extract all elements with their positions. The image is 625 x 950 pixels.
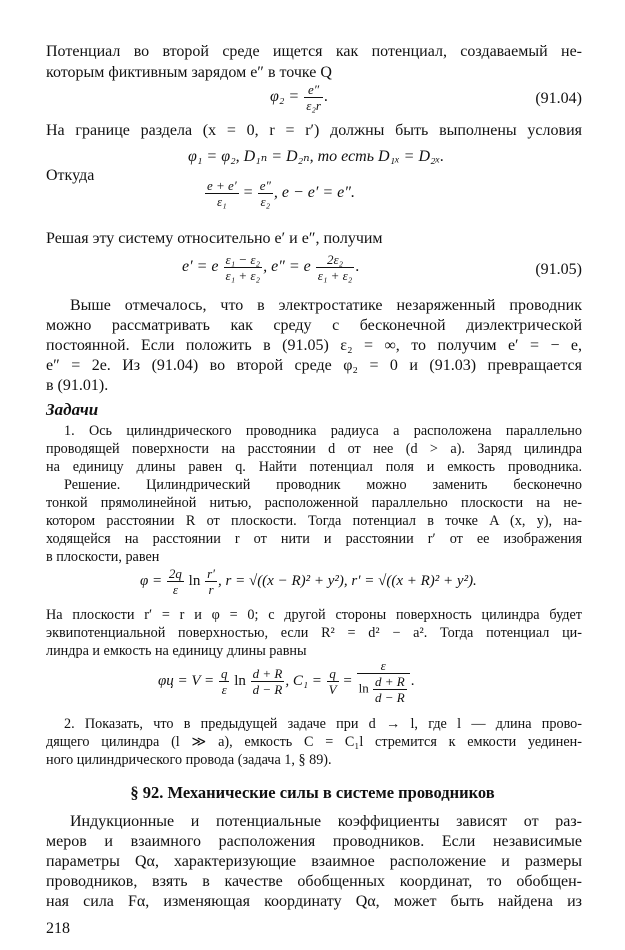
task1-line-6: котором расстоянии R от плоскости. Тогда потенциал в точке A (x, y), на- — [46, 513, 582, 529]
eq-denominator: d − R — [252, 682, 283, 697]
eq-numerator: r′ — [207, 566, 215, 581]
equation-number-91-05: (91.05) — [535, 261, 582, 278]
eq-denominator: ε₁ — [205, 193, 239, 209]
equation-number-91-04: (91.04) — [535, 90, 582, 107]
boundary-conditions: φ₁ = φ₂, D₁ₙ = D₂ₙ, то есть D₁ₓ = D₂ₓ. — [188, 148, 445, 165]
eq-tail: . — [323, 88, 328, 106]
eq-tail: , e − e′ = e″. — [273, 184, 355, 202]
section-heading-tasks: Задачи — [46, 400, 99, 419]
eq-numerator: q — [220, 666, 228, 681]
eq-part-b: , r = √((x − R)² + y²), r′ = √((x + R)² + y²). — [218, 572, 477, 589]
eq-numerator: d + R — [252, 666, 283, 681]
equation-capacitance — [158, 658, 414, 705]
task1b-line-3: линдра и емкость на единицу длины равны — [46, 643, 307, 659]
eq-lhs: φ₂ = — [270, 88, 300, 106]
eq-ln: ln — [188, 572, 201, 589]
eq-fraction — [167, 566, 184, 597]
eq-numerator: q — [329, 666, 336, 681]
eq-ln: ln — [358, 680, 369, 696]
eq-part-a: φ = — [140, 572, 163, 589]
eq-fraction — [304, 82, 323, 113]
eq-numerator: 2q — [168, 566, 182, 581]
eq-numerator: e″ — [259, 178, 271, 193]
task2-line-3: ного цилиндрического провода (задача 1, § 89). — [46, 752, 332, 768]
solving-line: Решая эту систему относительно e′ и e″, получим — [46, 230, 383, 247]
para2-line-2: меров и взаимного расположения проводников. Если независимые — [46, 833, 582, 850]
eq-denominator: ε₂ — [258, 193, 273, 209]
eq-denominator: r — [205, 581, 217, 597]
eq-denominator — [357, 673, 410, 705]
para2-line-1: Индукционные и потенциальные коэффициенты зависят от раз- — [70, 813, 582, 830]
eq-numerator: d + R — [374, 674, 405, 689]
eq-fraction — [224, 252, 263, 283]
task2-line-1: 2. Показать, что в предыдущей задаче при d → l, где l — длина прово- — [64, 716, 582, 732]
equation-91-05 — [182, 252, 359, 283]
eq-equals: = — [343, 672, 352, 689]
eq-tail: . — [410, 672, 415, 689]
eq-fraction — [373, 674, 407, 705]
eq-fraction — [205, 178, 239, 209]
eq-denominator: ε₂r — [306, 98, 321, 113]
otkuda-word: Откуда — [46, 167, 95, 184]
para2-line-3: параметры Qα, характеризующие взаимное расположение и размеры — [46, 853, 582, 870]
task1-line-1: 1. Ось цилиндрического проводника радиуса a расположена параллельно — [64, 423, 582, 439]
para-line-4: e″ = 2e. Из (91.04) во второй среде φ₂ = 0 и (91.03) превращается — [46, 357, 582, 374]
task1-line-8: в плоскости, равен — [46, 549, 160, 565]
para-line-2: можно рассматривать как среду с бесконечной диэлектрической — [46, 317, 582, 334]
task1-line-3: на единицу длины равен q. Найти потенциал поля и емкость проводника. — [46, 459, 582, 475]
task1-line-5: тонкой прямолинейной нитью, расположенной параллельно плоскости на не- — [46, 495, 582, 511]
eq-denominator: d − R — [374, 690, 405, 705]
eq-tail: . — [355, 258, 360, 276]
task1-line-2: проводящей поверхности на расстоянии d от нее (d > a). Заряд цилиндра — [46, 441, 582, 457]
eq-numerator: ε₁ − ε₂ — [225, 252, 261, 267]
eq-denominator: ε₁ + ε₂ — [317, 268, 353, 283]
eq-ln: ln — [234, 672, 246, 689]
eq-fraction — [258, 178, 273, 209]
task1b-line-1: На плоскости r′ = r и φ = 0; с другой стороны поверхность цилиндра будет — [46, 607, 582, 623]
para2-line-4: проводников, взять в качестве обобщенных координат, то обобщен- — [46, 873, 582, 890]
task2-line-2: дящего цилиндра (l ≫ a), емкость C = C₁l стремится к емкости уединен- — [46, 734, 582, 750]
para-line-3: постоянной. Если положить в (91.05) ε₂ = ∞, то получим e′ = − e, — [46, 337, 582, 354]
eq-denominator: ε — [167, 581, 184, 597]
eq-part-b: , e″ = e — [263, 258, 311, 276]
task1b-line-2: эквипотенциальной поверхностью, если R² = d² − a². Тогда потенциал ци- — [46, 625, 582, 641]
eq-numerator: e″ — [307, 82, 320, 97]
eq-fraction — [251, 666, 285, 697]
eq-denominator: V — [328, 682, 337, 697]
eq-denominator: ε — [219, 681, 230, 697]
eq-fraction — [327, 666, 339, 697]
para2-line-5: ная сила Fα, изменяющая координату Qα, может быть найдена из — [46, 893, 582, 910]
eq-numerator: 2ε₂ — [326, 252, 344, 267]
section-title-92: § 92. Механические силы в системе проводников — [130, 783, 495, 802]
equation-91-04 — [270, 82, 328, 113]
intro-line-1: Потенциал во второй среде ищется как потенциал, создаваемый не- — [46, 43, 582, 60]
para-line-5: в (91.01). — [46, 377, 109, 394]
equation-potential — [140, 566, 477, 597]
page-number: 218 — [46, 920, 70, 937]
eq-fraction — [316, 252, 355, 283]
eq-part-b: , C₁ = — [285, 672, 322, 689]
equation-system — [204, 178, 355, 209]
boundary-line: На границе раздела (x = 0, r = r′) должны быть выполнены условия — [46, 122, 582, 139]
eq-fraction — [219, 666, 230, 697]
eq-equals: = — [243, 184, 253, 202]
task1-line-7: ходящейся на расстоянии r от нити и расстоянии r′ от ее изображения — [46, 531, 582, 547]
eq-fraction — [357, 658, 410, 705]
eq-numerator: e + e′ — [207, 178, 237, 193]
intro-line-2: которым фиктивным зарядом e″ в точке Q — [46, 64, 332, 81]
eq-denominator: ε₁ + ε₂ — [225, 268, 261, 283]
para-line-1: Выше отмечалось, что в электростатике незаряженный проводник — [70, 297, 582, 314]
eq-fraction — [205, 566, 217, 597]
eq-part-a: φц = V = — [158, 672, 215, 689]
eq-numerator: ε — [380, 658, 386, 673]
eq-part-a: e′ = e — [182, 258, 219, 276]
task1-line-4: Решение. Цилиндрический проводник можно заменить бесконечно — [64, 477, 582, 493]
